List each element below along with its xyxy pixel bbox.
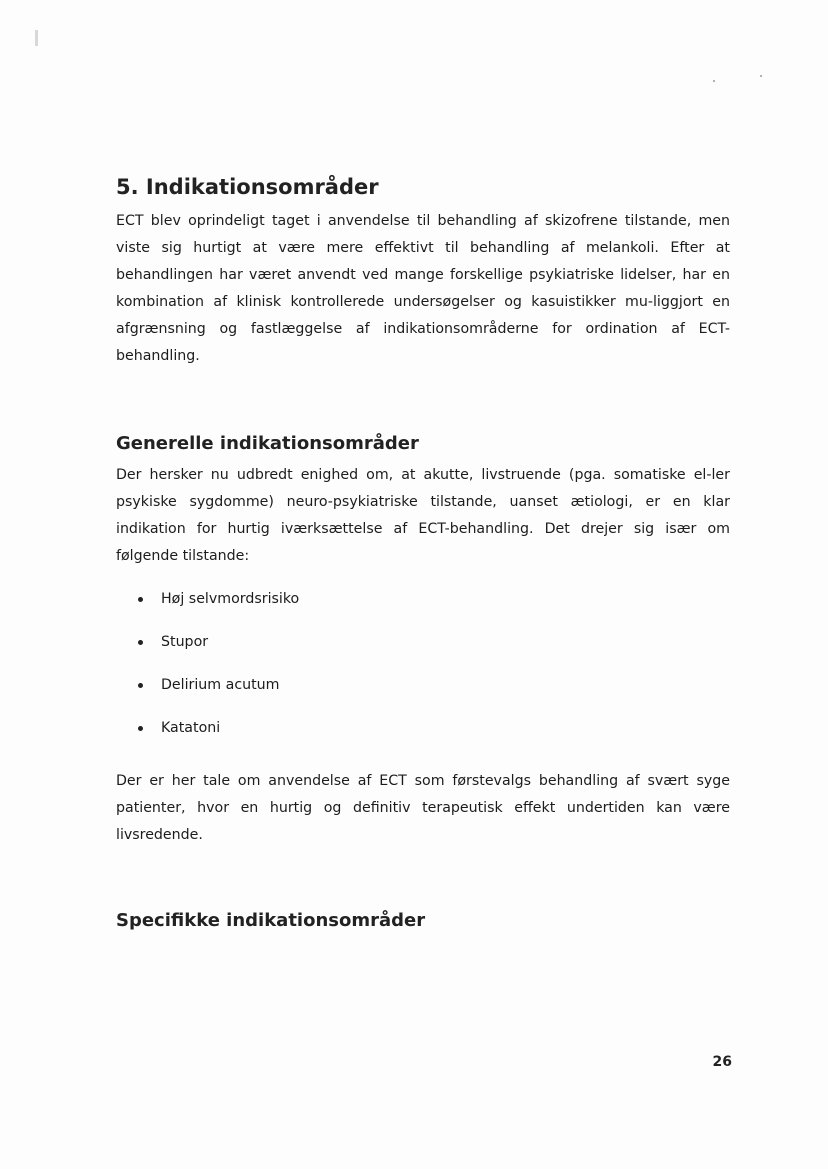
list-item-label: Stupor (161, 634, 209, 650)
list-item-label: Katatoni (161, 720, 221, 736)
list-item (116, 672, 730, 715)
closing-paragraph: Der er her tale om anvendelse af ECT som førstevalgs behandling af svært syge patienter, hvor en hurtig og definitiv terapeutisk effekt undertiden kan være livsredende. (116, 773, 730, 843)
list-item (116, 715, 730, 758)
bullet-icon (138, 683, 143, 688)
general-heading: Generelle indikationsområder (116, 433, 419, 454)
scan-speck (760, 75, 762, 77)
page-number: 26 (712, 1054, 732, 1070)
bullet-icon (138, 726, 143, 731)
list-item-label: Høj selvmordsrisiko (161, 591, 300, 607)
main-content (116, 172, 730, 939)
list-item-label: Delirium acutum (161, 677, 280, 693)
list-item (116, 629, 730, 672)
indication-list (116, 586, 730, 758)
list-item (116, 586, 730, 629)
bullet-icon (138, 640, 143, 645)
scan-artifact (35, 30, 38, 46)
scan-speck (713, 80, 715, 82)
section-title: 5. Indikationsområder (116, 175, 379, 199)
intro-paragraph: ECT blev oprindeligt taget i anvendelse til behandling af skizofrene tilstande, men viste sig hurtigt at være mere effektivt til behandling af melankoli. Efter at behandlingen har været anvendt ved mange forskellige psykiatriske lidelser, har en kombination af klinisk kontrollerede undersøgelser og kasuistikker mu-liggjort en afgrænsning og fastlæggelse af indikationsområderne for ordination af ECT-behandling. (116, 213, 730, 364)
general-paragraph: Der hersker nu udbredt enighed om, at akutte, livstruende (pga. somatiske el-ler psykiske sygdomme) neuro-psykiatriske tilstande, uanset ætiologi, er en klar indikation for hurtig iværksættelse af ECT-behandling. Det drejer sig især om følgende tilstande: (116, 467, 730, 564)
bullet-icon (138, 597, 143, 602)
specific-heading: Specifikke indikationsområder (116, 910, 426, 931)
